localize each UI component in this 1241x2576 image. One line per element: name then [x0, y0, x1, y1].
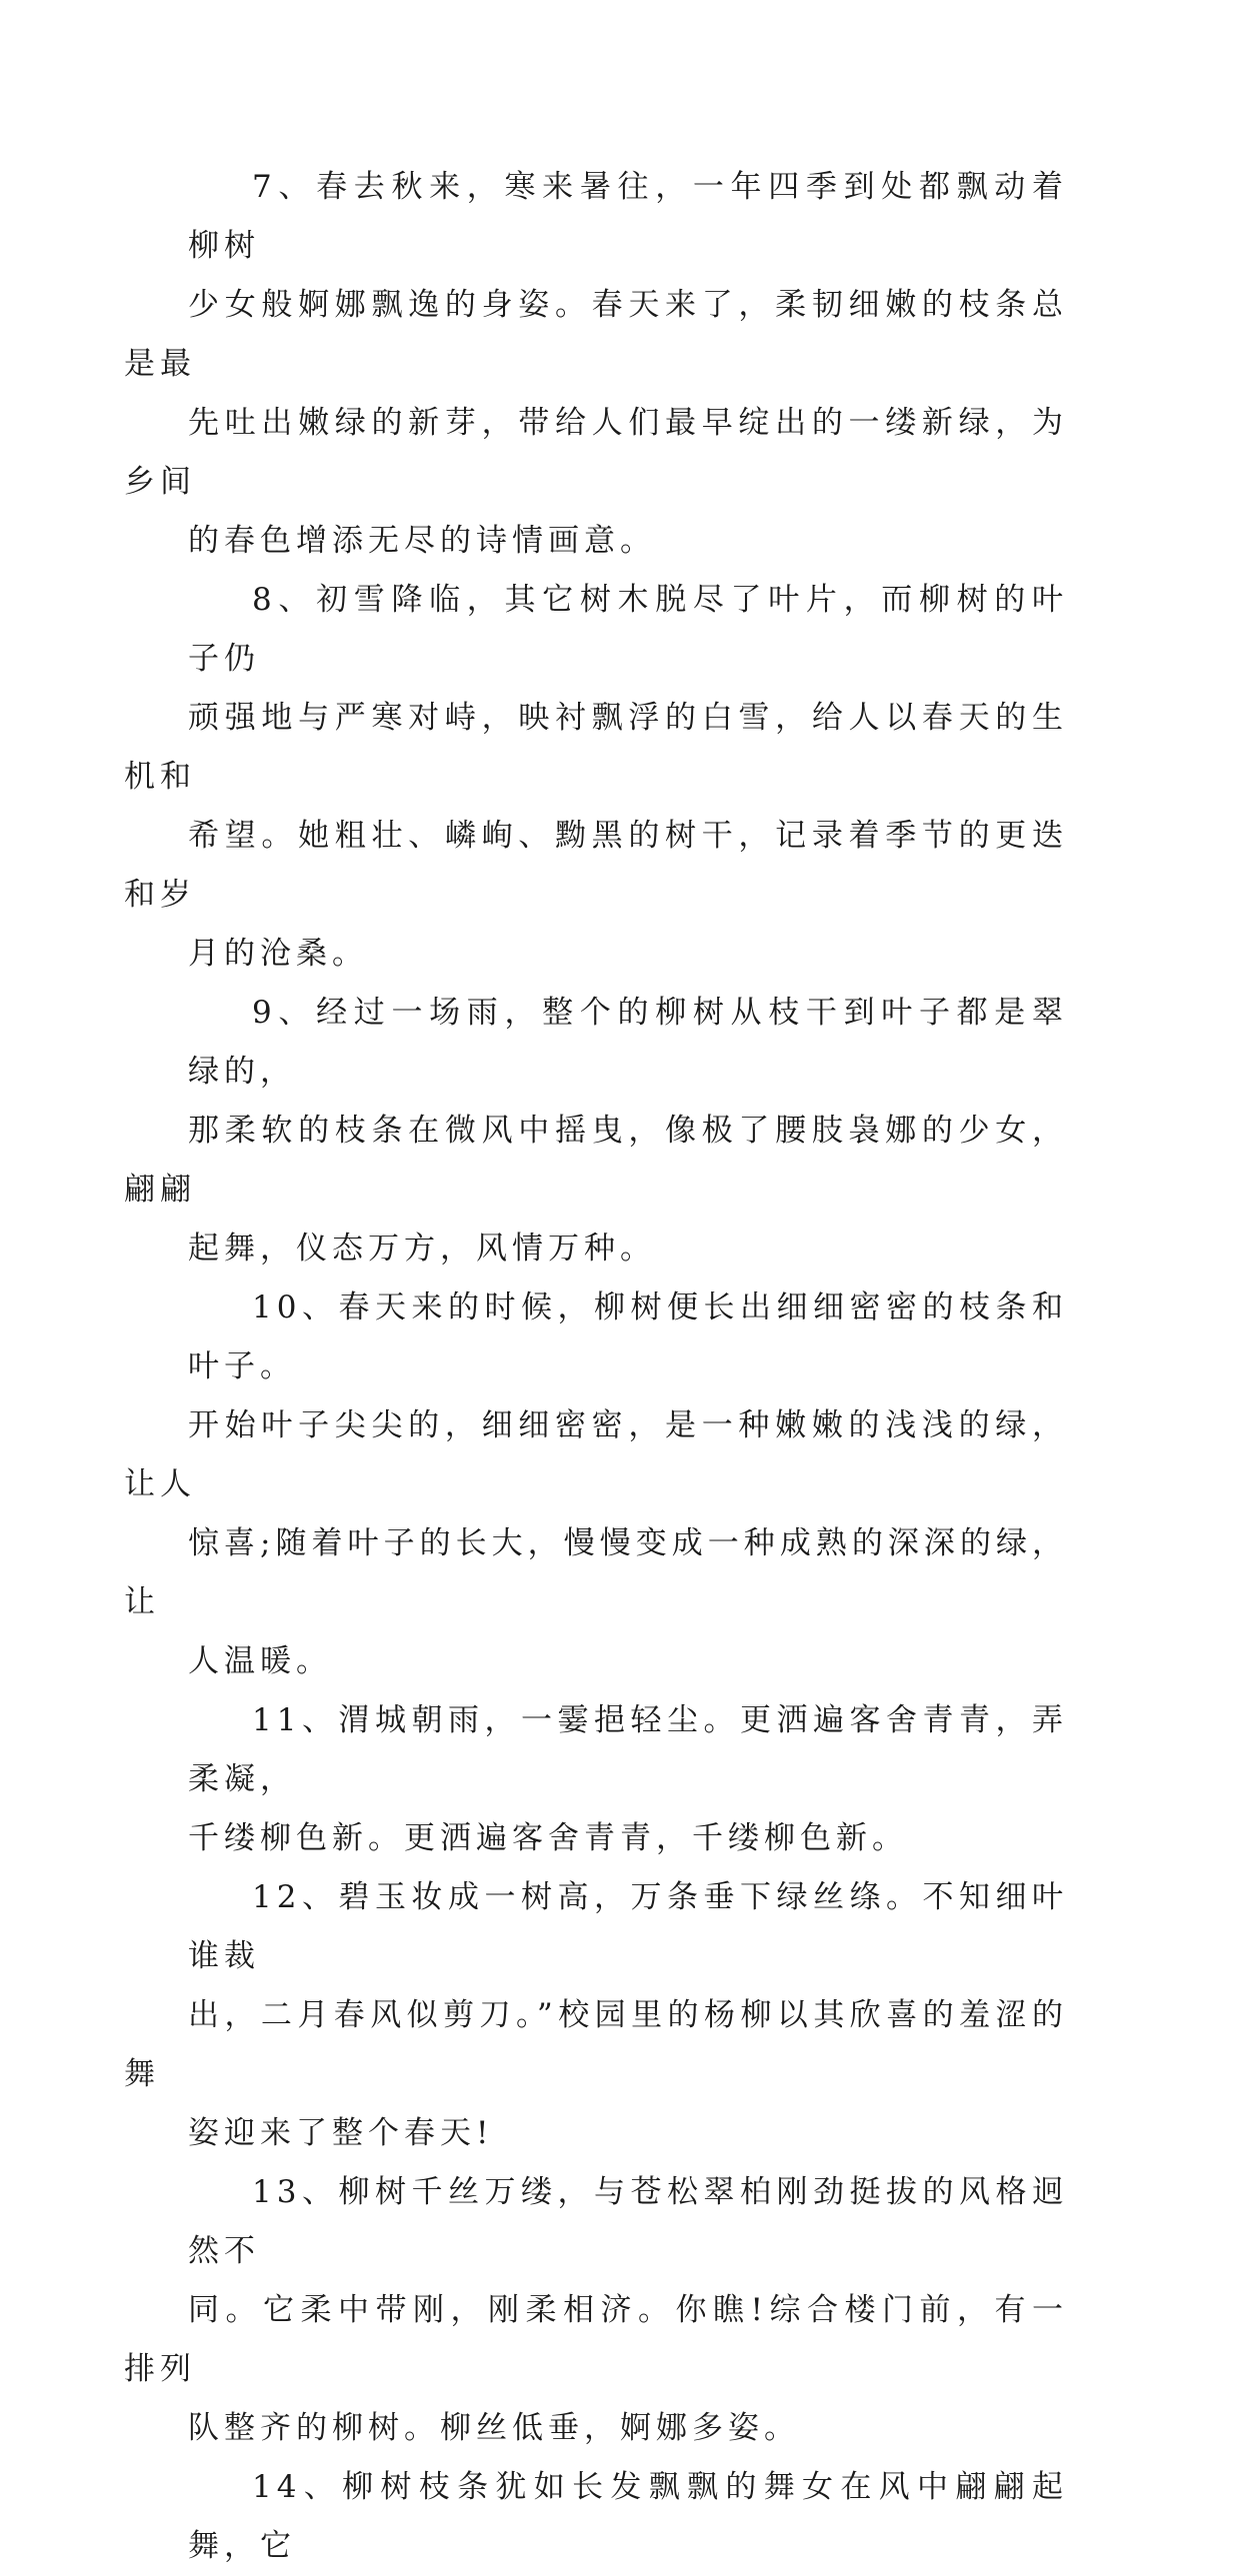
paragraph-9: [124, 984, 1068, 1279]
text-line: 的春色增添无尽的诗情画意。: [188, 523, 656, 559]
text-line: 希望。她粗壮、嶙峋、黝黑的树干，记录着季节的更迭和岁: [124, 818, 1068, 913]
paragraph-8: [124, 571, 1068, 984]
text-line: 那柔软的枝条在微风中摇曳，像极了腰肢袅娜的少女，翩翩: [124, 1113, 1068, 1208]
text-line: 8、初雪降临，其它树木脱尽了叶片，而柳树的叶子仍: [188, 582, 1068, 677]
text-line: 13、柳树千丝万缕，与苍松翠柏刚劲挺拔的风格迥然不: [188, 2174, 1068, 2269]
text-line: 起舞，仪态万方，风情万种。: [188, 1231, 656, 1267]
text-line: 同。它柔中带刚，刚柔相济。你瞧!综合楼门前，有一排列: [124, 2292, 1068, 2387]
text-line: 11、渭城朝雨，一霎挹轻尘。更洒遍客舍青青，弄柔凝，: [188, 1702, 1068, 1797]
text-line: 月的沧桑。: [188, 936, 368, 972]
paragraph-14: [188, 2458, 1068, 2576]
text-line: 人温暖。: [188, 1643, 332, 1679]
text-line: 顽强地与严寒对峙，映衬飘浮的白雪，给人以春天的生机和: [124, 700, 1068, 795]
paragraph-11: [188, 1691, 1068, 1868]
text-line: 开始叶子尖尖的，细细密密，是一种嫩嫩的浅浅的绿，让人: [124, 1407, 1068, 1502]
text-line: 9、经过一场雨，整个的柳树从枝干到叶子都是翠绿的，: [188, 995, 1068, 1090]
paragraph-13: [124, 2163, 1068, 2458]
paragraph-7: [124, 158, 1068, 571]
text-line: 姿迎来了整个春天!: [188, 2115, 494, 2151]
text-line: 惊喜;随着叶子的长大，慢慢变成一种成熟的深深的绿，让: [124, 1525, 1068, 1620]
text-line: 10、春天来的时候，柳树便长出细细密密的枝条和叶子。: [188, 1289, 1068, 1384]
text-line: 12、碧玉妆成一树高，万条垂下绿丝绦。不知细叶谁裁: [188, 1879, 1068, 1974]
text-line: 队整齐的柳树。柳丝低垂，婀娜多姿。: [188, 2410, 800, 2446]
paragraph-12: [124, 1868, 1068, 2163]
text-line: 7、春去秋来，寒来暑往，一年四季到处都飘动着柳树: [188, 169, 1068, 264]
document-body: [124, 158, 1068, 2576]
paragraph-10: [124, 1279, 1068, 1691]
text-line: 14、柳树枝条犹如长发飘飘的舞女在风中翩翩起舞，它: [188, 2469, 1068, 2564]
text-line: 出，二月春风似剪刀。”校园里的杨柳以其欣喜的羞涩的舞: [124, 1997, 1068, 2092]
text-line: 先吐出嫩绿的新芽，带给人们最早绽出的一缕新绿，为乡间: [124, 405, 1068, 500]
text-line: 少女般婀娜飘逸的身姿。春天来了，柔韧细嫩的枝条总是最: [124, 287, 1068, 382]
text-line: 千缕柳色新。更洒遍客舍青青，千缕柳色新。: [188, 1820, 908, 1856]
